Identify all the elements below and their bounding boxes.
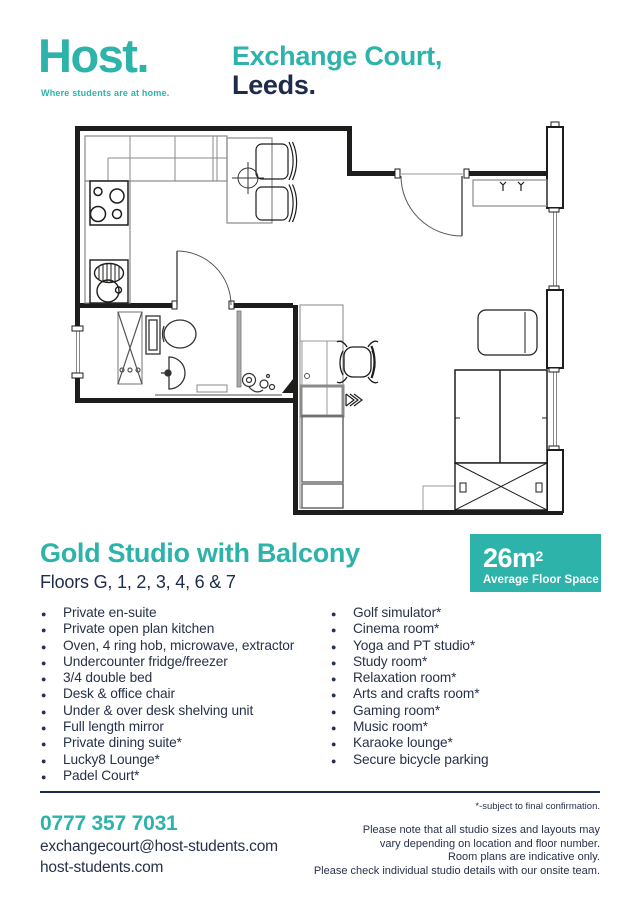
feature-item: ● Undercounter fridge/freezer (40, 654, 294, 670)
bed-icon (455, 370, 547, 463)
property-title (232, 42, 442, 100)
direction-arrows-icon (346, 394, 362, 406)
feature-item: ● Secure bicycle parking (330, 752, 489, 768)
toilet-icon (146, 316, 196, 354)
disclaimer-text (314, 824, 600, 878)
basin-icon (161, 357, 185, 389)
brand-tagline: Where students are at home. (41, 88, 170, 98)
wardrobe-icon (455, 463, 547, 510)
feature-item: ● Private en-suite (40, 605, 294, 621)
feature-item: ● Gaming room* (330, 703, 489, 719)
floor-plan (60, 118, 580, 530)
lounger-icon (478, 310, 537, 355)
phone-number: 0777 357 7031 (40, 812, 178, 835)
feature-item: ● Arts and crafts room* (330, 686, 489, 702)
feature-item: ● Oven, 4 ring hob, microwave, extractor (40, 638, 294, 654)
feature-item: ● Yoga and PT studio* (330, 638, 489, 654)
hob-icon (90, 181, 128, 225)
disclaimer-line: Please check individual studio details with our onsite team. (313, 864, 600, 877)
feature-item: ● Private dining suite* (40, 735, 294, 751)
features-list-left (40, 605, 294, 784)
feature-item: ● Desk & office chair (40, 686, 294, 702)
desk-icon (302, 341, 343, 386)
feature-item: ● Study room* (330, 654, 489, 670)
disclaimer-line: Room plans are indicative only. (447, 851, 600, 863)
floor-space-value: $26m^2$ (483, 543, 543, 573)
entrance-door (395, 169, 547, 236)
feature-item: ● Golf simulator* (330, 605, 489, 621)
feature-item: ● Karaoke lounge* (330, 735, 489, 751)
coat-hooks-icon (500, 182, 524, 191)
feature-item: ● Relaxation room* (330, 670, 489, 686)
footer-divider (40, 791, 600, 793)
feature-item: ● Cinema room* (330, 621, 489, 637)
feature-item: ● Full length mirror (40, 719, 294, 735)
property-name: Exchange Court, (232, 41, 443, 71)
mirror-unit-icon (118, 312, 142, 384)
feature-item: ● Under & over desk shelving unit (40, 703, 294, 719)
website-url: host-students.com (40, 859, 164, 876)
kitchen-area (85, 136, 297, 303)
property-city: Leeds. (232, 70, 316, 100)
feature-item: ● Private open plan kitchen (40, 621, 294, 637)
bathroom-area (118, 251, 293, 395)
feature-item: ● 3/4 double bed (40, 670, 294, 686)
confirmation-note: *-subject to final confirmation. (475, 801, 600, 812)
unit-floors: Floors G, 1, 2, 3, 4, 6 & 7 (40, 572, 236, 592)
bed-area (455, 310, 547, 510)
feature-item: ● Music room* (330, 719, 489, 735)
shower-icon (243, 374, 294, 394)
floor-space-label: Average Floor Space (483, 574, 599, 586)
lounge-chairs-icon (256, 142, 297, 222)
shelving-unit-icon (301, 386, 343, 416)
sink-icon (90, 260, 128, 303)
features-list-right (330, 605, 489, 768)
shower-partition (237, 311, 241, 387)
bath-mat-icon (197, 385, 227, 392)
feature-item: ● Padel Court* (40, 768, 294, 784)
feature-item: ● Lucky8 Lounge* (40, 752, 294, 768)
disclaimer-line: Please note that all studio sizes and layouts may (362, 824, 600, 836)
host-logo: Host. (38, 29, 148, 82)
floor-space-badge (470, 534, 601, 592)
email-address: exchangecourt@host-students.com (40, 838, 278, 855)
disclaimer-line: vary depending on location and floor number. (379, 837, 600, 850)
desk-area (300, 305, 455, 510)
unit-title: Gold Studio with Balcony (40, 538, 360, 568)
